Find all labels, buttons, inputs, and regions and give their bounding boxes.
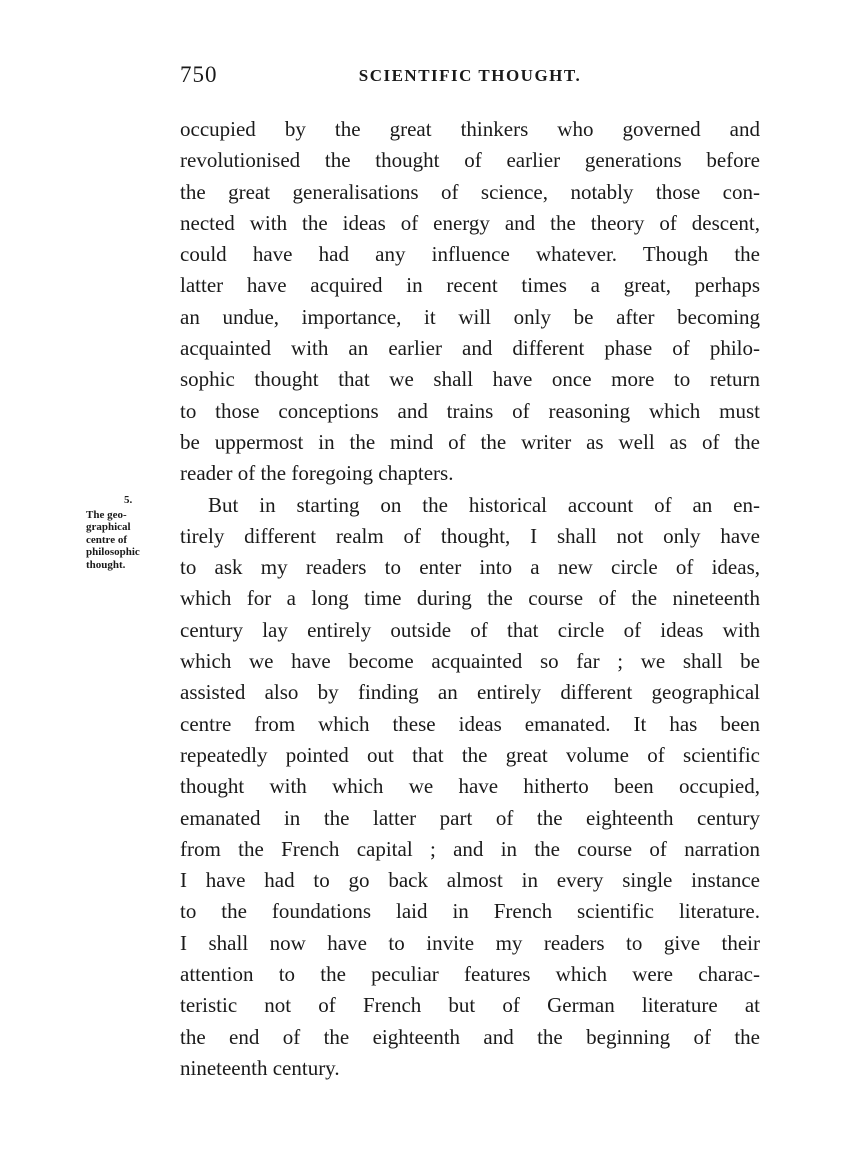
- page-header: [180, 62, 760, 92]
- text-line: thought with which we have hitherto been occupied,: [180, 774, 760, 799]
- text-line: repeatedly pointed out that the great volume of scientific: [180, 742, 760, 767]
- text-line: could have had any influence whatever. Though the: [180, 242, 760, 267]
- marginal-note-number: 5.: [124, 494, 133, 506]
- marginal-note-line: philosophic: [86, 546, 140, 558]
- marginal-note: [86, 494, 176, 571]
- text-line: assisted also by finding an entirely different geographical: [180, 680, 760, 705]
- text-line: occupied by the great thinkers who governed and: [180, 117, 760, 141]
- text-line: I have had to go back almost in every single instance: [180, 868, 760, 893]
- text-line: reader of the foregoing chapters.: [180, 461, 454, 486]
- text-line: from the French capital ; and in the course of narration: [180, 836, 760, 861]
- page-number: 750: [180, 62, 218, 87]
- marginal-note-line: centre of: [86, 533, 128, 546]
- text-line: the end of the eighteenth and the beginning of the: [180, 1024, 760, 1049]
- text-line: tirely different realm of thought, I shall not only have: [180, 523, 760, 548]
- text-line: which for a long time during the course of the nineteenth: [180, 586, 760, 611]
- body-text: [180, 114, 760, 1084]
- text-line: revolutionised the thought of earlier generations before: [180, 148, 760, 173]
- marginal-note-line: thought.: [86, 558, 126, 571]
- text-line: acquainted with an earlier and different phase of philo-: [180, 336, 760, 361]
- text-line: centre from which these ideas emanated. It has been: [180, 711, 760, 736]
- text-line: emanated in the latter part of the eighteenth century: [180, 805, 760, 830]
- text-line: an undue, importance, it will only be after becoming: [180, 304, 760, 329]
- text-line: teristic not of French but of German literature at: [180, 993, 760, 1018]
- text-line: century lay entirely outside of that circle of ideas with: [180, 617, 760, 642]
- text-line: to the foundations laid in French scientific literature.: [180, 899, 760, 924]
- text-line: sophic thought that we shall have once more to return: [180, 367, 760, 392]
- text-line: to those conceptions and trains of reasoning which must: [180, 398, 760, 423]
- text-line: latter have acquired in recent times a great, perhaps: [180, 273, 760, 298]
- text-line: which we have become acquainted so far ; we shall be: [180, 649, 760, 674]
- text-line: attention to the peculiar features which were charac-: [180, 962, 760, 987]
- text-line: to ask my readers to enter into a new circle of ideas,: [180, 555, 760, 580]
- text-line: the great generalisations of science, notably those con-: [180, 179, 760, 204]
- text-line: nected with the ideas of energy and the theory of descent,: [180, 210, 760, 235]
- marginal-note-line: graphical: [86, 521, 131, 533]
- text-line: I shall now have to invite my readers to give their: [180, 930, 760, 955]
- marginal-note-line: The geo-: [86, 508, 127, 521]
- text-line: be uppermost in the mind of the writer as well as of the: [180, 429, 760, 454]
- text-line: nineteenth century.: [180, 1055, 340, 1080]
- running-title: SCIENTIFIC THOUGHT.: [358, 66, 582, 85]
- text-line: But in starting on the historical account of an en-: [208, 492, 760, 517]
